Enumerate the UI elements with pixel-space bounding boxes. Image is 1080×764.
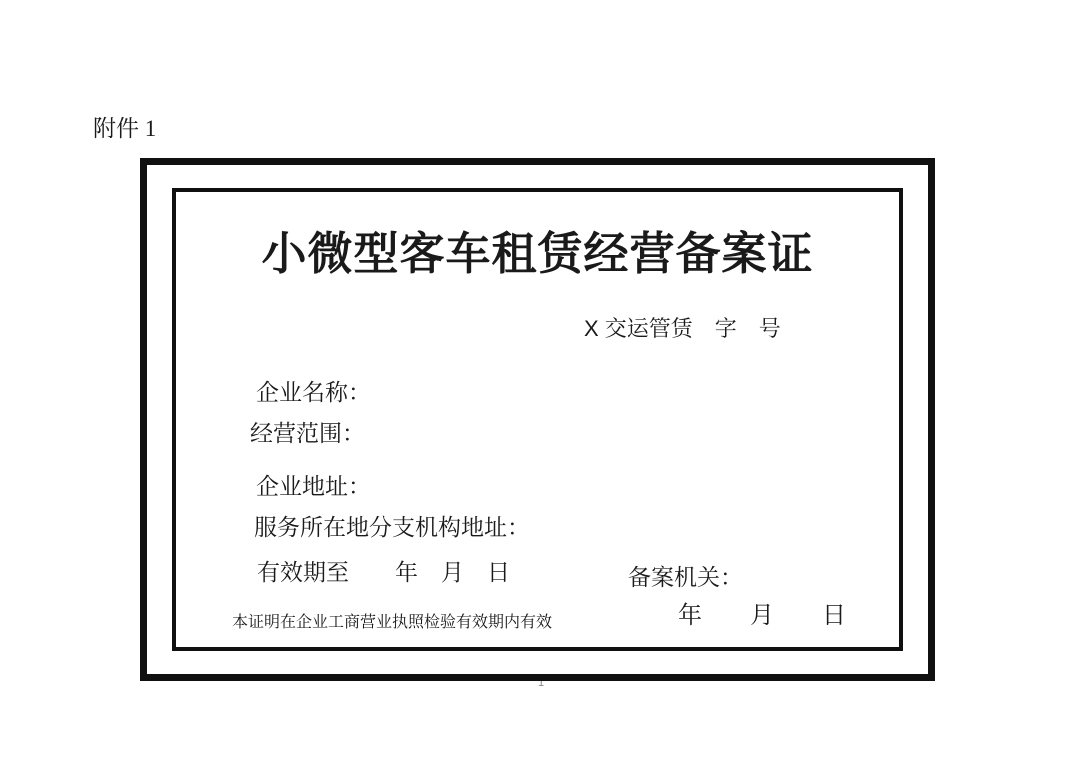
validity-footnote: 本证明在企业工商营业执照检验有效期内有效 <box>232 614 553 631</box>
certificate-title: 小微型客车租赁经营备案证 <box>261 228 814 279</box>
filing-date-line: 年 月 日 <box>678 602 846 629</box>
field-filing-authority-label: 备案机关： <box>628 564 743 590</box>
serial-number-line: X 交运管赁 字 号 <box>584 316 781 341</box>
field-business-scope-label: 经营范围： <box>250 420 365 446</box>
field-branch-address-label: 服务所在地分支机构地址： <box>254 514 530 540</box>
certificate-outer-border <box>140 158 935 681</box>
field-company-address-label: 企业地址： <box>256 473 371 499</box>
page-number-mark: 1 <box>538 677 545 689</box>
field-valid-until-line: 有效期至 年 月 日 <box>257 559 510 585</box>
field-company-name-label: 企业名称： <box>256 379 371 405</box>
certificate-inner-border <box>172 188 903 651</box>
attachment-label: 附件 1 <box>93 116 157 141</box>
